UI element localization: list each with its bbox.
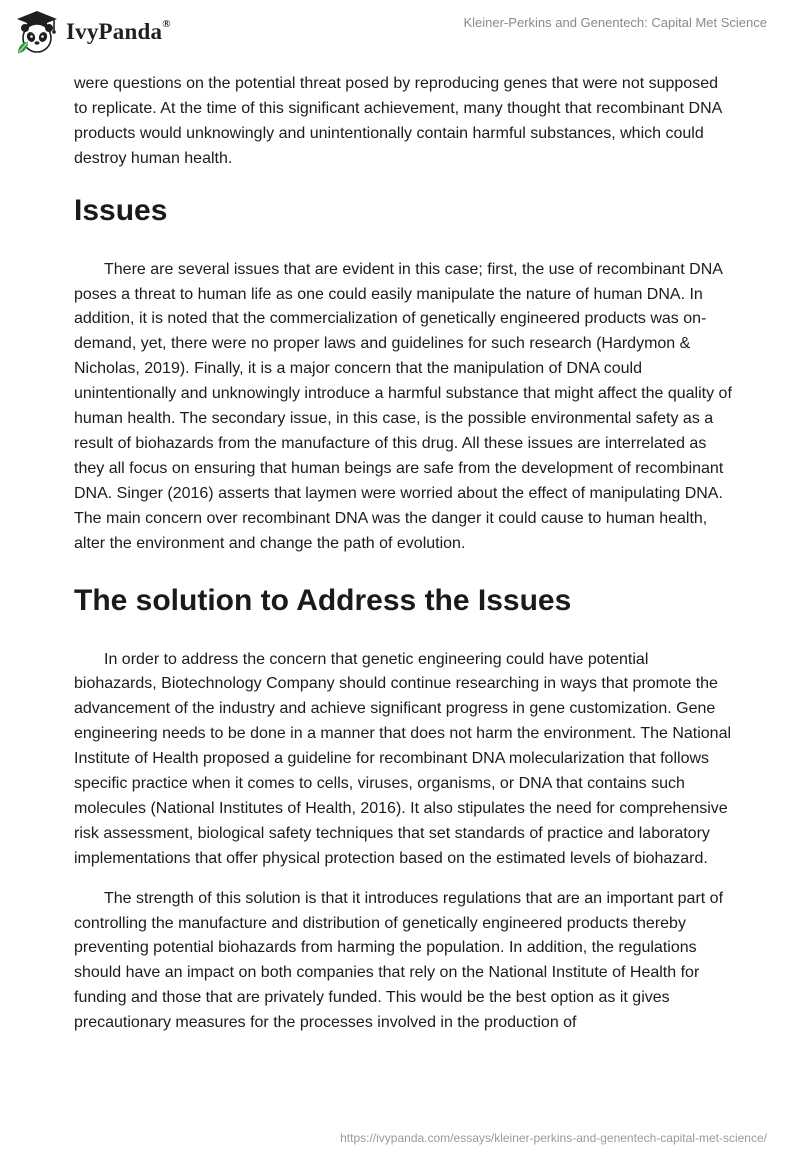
- essay-body: [74, 72, 734, 1036]
- source-url[interactable]: https://ivypanda.com/essays/kleiner-perkins-and-genentech-capital-met-science/: [340, 1131, 767, 1145]
- document-title: Kleiner-Perkins and Genentech: Capital Met Science: [463, 15, 767, 30]
- brand-name: IvyPanda®: [66, 18, 171, 44]
- solution-paragraph-1: In order to address the concern that genetic engineering could have potential biohazards, Biotechnology Company should continue researching in ways that promote the advancement of the industry and achieve significant progress in gene customization. Gene engineering needs to be done in a manner that does not harm the environment. The National Institute of Health proposed a guideline for recombinant DNA molecularization that follows specific practice when it comes to cells, viruses, organisms, or DNA that contains such molecules (National Institutes of Health, 2016). It also stipulates the need for comprehensive risk assessment, biological safety techniques that set standards of practice and laboratory implementations that offer physical protection based on the estimated levels of biohazard.: [74, 650, 732, 867]
- solution-paragraph-2: The strength of this solution is that it introduces regulations that are an important part of controlling the manufacture and distribution of genetically engineered products thereby preventing potential biohazards from harming the population. In addition, the regulations should have an impact on both companies that rely on the National Institute of Health for funding and those that are privately funded. This would be the best option as it gives precautionary measures for the processes involved in the production of: [74, 889, 724, 1032]
- solution-heading: The solution to Address the Issues: [74, 583, 572, 617]
- ivypanda-logo[interactable]: [14, 9, 171, 55]
- issues-paragraph: There are several issues that are evident in this case; first, the use of recombinant DNA poses a threat to human life as one could easily manipulate the nature of human DNA. In addition, it is noted that the commercialization of genetically engineered products was on-demand, yet, there were no proper laws and guidelines for such research (Hardymon & Nicholas, 2019). Finally, it is a major concern that the manipulation of DNA could unintentionally and unknowingly introduce a harmful substance that might affect the quality of human health. The secondary issue, in this case, is the possible environmental safety as a result of biohazards from the manufacture of this drug. All these issues are interrelated as they all focus on ensuring that human beings are safe from the development of recombinant DNA. Singer (2016) asserts that laymen were worried about the effect of manipulating DNA. The main concern over recombinant DNA was the danger it could cause to human health, alter the environment and change the path of evolution.: [74, 260, 732, 552]
- intro-paragraph: were questions on the potential threat posed by reproducing genes that were not supposed to replicate. At the time of this significant achievement, many thought that recombinant DNA products would unknowingly and unintentionally contain harmful substances, which could destroy human health.: [74, 75, 722, 167]
- panda-graduate-icon: [14, 9, 60, 55]
- issues-heading: Issues: [74, 193, 168, 227]
- page-header: [0, 0, 800, 64]
